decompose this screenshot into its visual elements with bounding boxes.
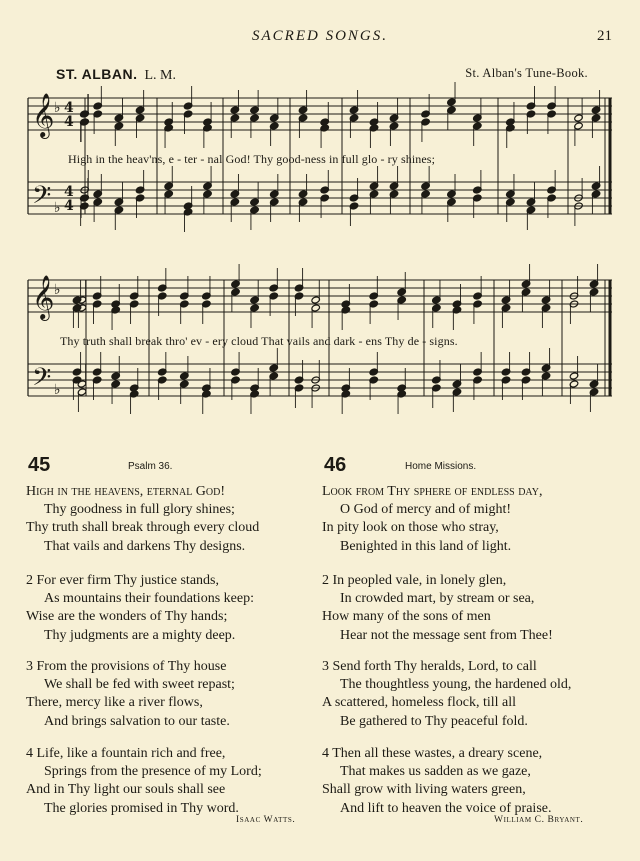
verse-line: Thy goodness in full glory shines; [44, 502, 235, 518]
verse-line: 4 Then all these wastes, a dreary scene, [322, 746, 543, 761]
time-signature: 4 [64, 198, 74, 214]
verse-line: That makes us sadden as we gaze, [340, 764, 531, 780]
verse-line: Springs from the presence of my Lord; [44, 764, 262, 780]
hymn-title: Psalm 36. [128, 461, 173, 472]
hymn-46-verse-4 [322, 745, 551, 818]
time-signature: 4 [64, 114, 74, 130]
verse-line: The thoughtless young, the hardened old, [340, 677, 572, 693]
verse-line: In pity look on those who stray, [322, 520, 499, 536]
tune-meter: L. M. [144, 68, 176, 83]
hymn-46-verse-3 [322, 658, 571, 731]
treble-clef-icon: 𝄞 [32, 275, 55, 319]
verse-line: And lift to heaven the voice of praise. [340, 800, 552, 816]
verse-line: 2 In peopled vale, in lonely glen, [322, 573, 507, 588]
tune-name: ST. ALBAN. [56, 66, 138, 82]
hymn-number: 45 [28, 454, 51, 476]
verse-line: Shall grow with living waters green, [322, 782, 526, 798]
verse-line: Look from Thy sphere of endless day, [322, 484, 543, 499]
verse-line: We shall be fed with sweet repast; [44, 677, 235, 693]
verse-line: A scattered, homeless flock, till all [322, 695, 517, 711]
bass-clef-icon: 𝄢 [32, 363, 52, 398]
verse-line: In crowded mart, by stream or sea, [340, 591, 535, 607]
lyric-line-1: High in the heav'ns, e - ter - nal God! Thy good-ness in full glo - ry shines; [68, 152, 436, 166]
verse-line: High in the heavens, eternal God! [26, 484, 226, 499]
verse-line: Be gathered to Thy peaceful fold. [340, 713, 528, 729]
music-score [0, 0, 640, 430]
verse-line: And in Thy light our souls shall see [26, 782, 226, 798]
tune-source: St. Alban's Tune-Book. [465, 66, 588, 80]
page-number: 21 [597, 28, 612, 44]
verse-line: Thy judgments are a mighty deep. [44, 627, 236, 643]
bass-clef-icon: 𝄢 [32, 181, 52, 216]
verse-line: Hear not the message sent from Thee! [340, 627, 553, 643]
verse-line: There, mercy like a river flows, [26, 695, 203, 711]
lyric-line-2: Thy truth shall break thro' ev - ery cloud That vails and dark - ens Thy de - signs. [60, 334, 458, 348]
hymn-45-verse-4 [26, 745, 262, 818]
verse-line: O God of mercy and of might! [340, 502, 512, 518]
hymn-45-verse-3 [26, 658, 235, 731]
flat-icon: ♭ [54, 200, 61, 216]
verse-line: The glories promised in Thy word. [44, 800, 239, 816]
hymn-45-text [26, 483, 259, 556]
verse-line: 3 Send forth Thy heralds, Lord, to call [322, 659, 537, 674]
verse-line: Thy truth shall break through every cloud [26, 520, 260, 536]
hymn-46-verse-2 [322, 572, 553, 645]
flat-icon: ♭ [54, 100, 61, 116]
hymn-number: 46 [324, 454, 347, 476]
hymn-45-verse-2 [26, 572, 254, 645]
verse-line: As mountains their foundations keep: [44, 591, 254, 607]
time-signature: 4 [64, 100, 74, 116]
hymn-author: William C. Bryant. [494, 815, 584, 825]
flat-icon: ♭ [54, 382, 61, 398]
hymn-title: Home Missions. [405, 461, 477, 472]
running-title: SACRED SONGS. [252, 28, 388, 44]
time-signature: 4 [64, 184, 74, 200]
verse-line: Benighted in this land of light. [340, 538, 512, 554]
verse-line: Wise are the wonders of Thy hands; [26, 609, 228, 625]
flat-icon: ♭ [54, 282, 61, 298]
treble-clef-icon: 𝄞 [32, 93, 55, 137]
verse-line: 3 From the provisions of Thy house [26, 659, 227, 674]
hymn-author: Isaac Watts. [236, 815, 296, 825]
verse-line: 2 For ever firm Thy justice stands, [26, 573, 219, 588]
verse-line: And brings salvation to our taste. [44, 713, 230, 729]
verse-line: That vails and darkens Thy designs. [44, 538, 246, 554]
verse-line: How many of the sons of men [322, 609, 491, 625]
hymn-46-text [322, 483, 542, 556]
verse-line: 4 Life, like a fountain rich and free, [26, 746, 226, 761]
